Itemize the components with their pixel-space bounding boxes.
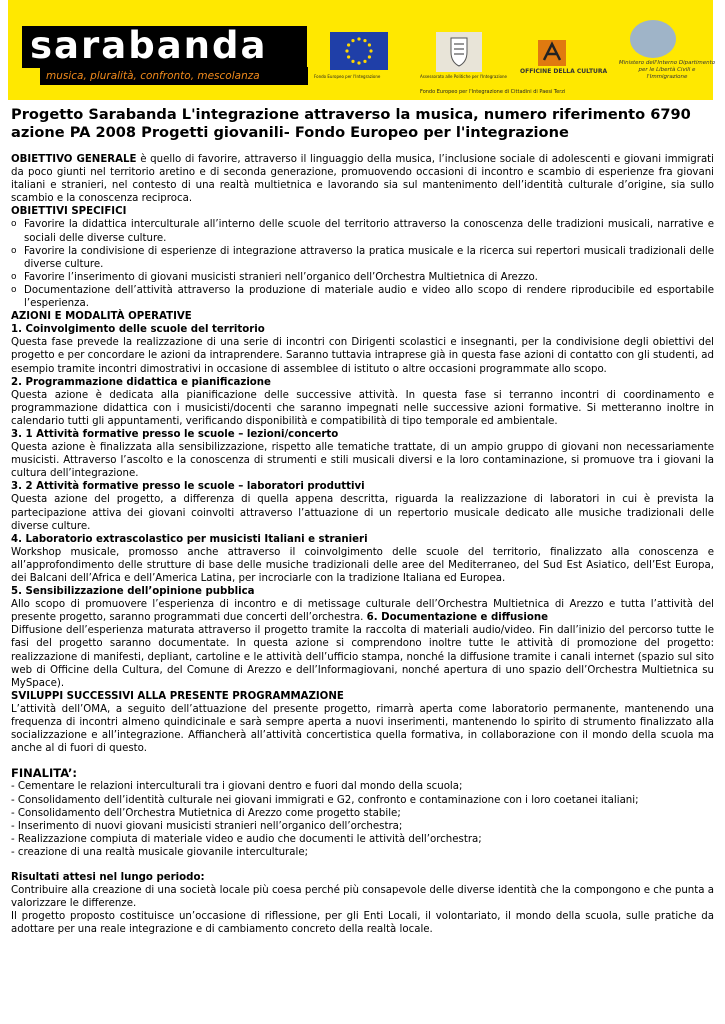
specifici-heading: OBIETTIVI SPECIFICI [11, 206, 127, 218]
obiettivo-generale [11, 153, 714, 205]
azione-4-text: Workshop musicale, promosso anche attraverso il coinvolgimento delle scuole del territorio, finalizzato alla conoscenza e all’approfondimento delle strutture di base delle musiche tradizionali delle aree del Mediterraneo, del Sud Est Asiatico, dell’Est Europa, dei Balcani dell’Africa e dell’America Latina, per incrociarle con la tradizione Italiana ed Europea. [11, 546, 714, 584]
finalita-item: - Consolidamento dell’Orchestra Mutietnica di Arezzo come progetto stabile; [11, 807, 401, 819]
header-banner [8, 0, 716, 100]
azione-5-6-paragraph [11, 598, 714, 624]
ministero-caption: Ministero dell'Interno Dipartimento per le Libertà Civili e l'Immigrazione [618, 60, 716, 80]
azione-1-text: Questa fase prevede la realizzazione di una serie di incontri con Dirigenti scolastici e insegnanti, per la condivisione degli obiettivi del progetto e per concordare le azioni da intraprendere. Saranno tuttavia intraprese già in questa fase azioni di contatto con gli studenti, ad esempio tramite incontri dimostrativi in occasione di assemblee di istituto o altre occasioni programmate allo scopo. [11, 337, 714, 375]
azione-3-1-text: Questa azione è finalizzata alla sensibilizzazione, rispetto alle tematiche trattate, di un ampio gruppo di giovani non necessariamente musicisti. Attraverso l’ascolto e la conoscenza di strumenti e stili musicali diversi e la loro contaminazione, si promuove tra i giovani la cultura dell’integrazione. [11, 442, 714, 480]
list-item: o Documentazione dell’attività attraverso la produzione di materiale audio e video allo scopo di rendere riproducibile ed esportabile l’esperienza. [11, 284, 714, 310]
azione-3-1-heading: 3. 1 Attività formative presso le scuole – lezioni/concerto [11, 428, 339, 440]
sviluppi-text: L’attività dell’OMA, a seguito dell’attuazione del presente progetto, rimarrà aperta come laboratorio permanente, mantenendo una frequenza di incontri almeno quindicinale e sarà sempre aperta a nuovi inserimenti, mantenendo lo spirito di strumento finalizzato alla socializzazione e all’integrazione. Affiancherà all’attività concertistica quella formativa, in collaborazione con il mondo della scuola ma anche al di fuori di questo. [11, 703, 714, 755]
finalita-item: - creazione di una realtà musicale giovanile interculturale; [11, 846, 309, 858]
risultati-text-1: Contribuire alla creazione di una società locale più coesa perché più consapevole delle diverse identità che la compongono e che punta a valorizzare le differenze. [11, 885, 714, 910]
azione-6-heading: 6. Documentazione e diffusione [366, 612, 548, 624]
document-title: Progetto Sarabanda L'integrazione attraverso la musica, numero riferimento 6790 azione PA 2008 Progetti giovanili- Fondo Europeo per l'integrazione [11, 106, 691, 141]
sarabanda-logo-text: sarabanda [30, 24, 268, 67]
eu-flag-logo [330, 32, 388, 70]
azione-5-text: Allo scopo di promuovere l’esperienza di incontro e di metissage culturale dell’Orchestra Multietnica di Arezzo e tutta l’attività del presente progetto, saranno programmati due concerti dell’orchestra. [11, 599, 714, 624]
sviluppi-heading: SVILUPPI SUCCESSIVI ALLA PRESENTE PROGRAMMAZIONE [11, 690, 344, 702]
sarabanda-logo-tagline: musica, pluralità, confronto, mescolanza [40, 67, 308, 85]
risultati-heading: Risultati attesi nel lungo periodo: [11, 871, 205, 883]
azione-4-heading: 4. Laboratorio extrascolastico per musicisti Italiani e stranieri [11, 533, 368, 545]
obiettivo-text: è quello di favorire, attraverso il linguaggio della musica, l’inclusione sociale di adolescenti e giovani immigrati da poco giunti nel territorio aretino e di seconda generazione, promuovendo occasioni di incontro e scambio di esperienze fra giovani italiani e stranieri, nel contesto di una realtà multietnica e lavorando sia sul mantenimento dell’identità culturale d’origine, sia sullo scambio e la conoscenza reciproca. [11, 154, 715, 205]
risultati-text-2: Il progetto proposto costituisce un’occasione di riflessione, per gli Enti Locali, il volontariato, il mondo della scuola, sulle pratiche da adottare per una reale integrazione e di cambiamento concreto della realtà locale. [11, 911, 714, 936]
fondo-europeo-caption: Fondo Europeo per l'Integrazione di Cittadini di Paesi Terzi [420, 89, 566, 95]
finalita-heading: FINALITA’: [11, 766, 78, 781]
azioni-heading: AZIONI E MODALITÀ OPERATIVE [11, 311, 192, 323]
specifici-list [11, 218, 714, 310]
list-item: o Favorire la condivisione di esperienze di integrazione attraverso la pratica musicale e la ricerca sui repertori musicali tradizionali delle diverse culture. [11, 245, 714, 271]
officine-cultura-logo [538, 40, 566, 66]
azione-2-text: Questa azione è dedicata alla pianificazione delle successive attività. In questa fase si terranno incontri di coordinamento e programmazione didattica con i musicisti/docenti che saranno impegnati nelle successive azioni formative. Si metteranno inoltre in calendario tutti gli appuntamenti, verificando disponibilità e compatibilità di tipo temporale ed ambientale. [11, 389, 714, 427]
document-body [11, 106, 714, 936]
provincia-arezzo-logo [436, 32, 482, 72]
list-item: o Favorire la didattica interculturale all’interno delle scuole del territorio attraverso la conoscenza delle tradizioni musicali, narrative e sociali delle diverse culture. [11, 218, 714, 244]
obiettivo-label: OBIETTIVO GENERALE [11, 154, 137, 165]
finalita-item: - Inserimento di nuovi giovani musicisti stranieri nell’organico dell’orchestra; [11, 820, 403, 832]
azione-3-2-text: Questa azione del progetto, a differenza di quella appena descritta, riguarda la realizzazione di laboratori in cui è prevista la partecipazione attiva dei giovani coinvolti attraverso l’attuazione di un repertorio musicale dedicato alle musiche tradizionali delle diverse culture. [11, 494, 714, 532]
finalita-item: - Realizzazione compiuta di materiale video e audio che documenti le attività dell’orchestra; [11, 833, 482, 845]
officine-cultura-caption: OFFICINE DELLA CULTURA [520, 68, 608, 75]
list-item: o Favorire l’inserimento di giovani musicisti stranieri nell’organico dell’Orchestra Multietnica di Arezzo. [11, 271, 714, 284]
provincia-caption: Assessorato alle Politiche per l'Integrazione [420, 74, 508, 79]
ministero-interno-logo [630, 20, 676, 58]
eu-caption: Fondo Europeo per l'Integrazione [314, 74, 381, 79]
azione-6-text: Diffusione dell’esperienza maturata attraverso il progetto tramite la raccolta di materiali audio/video. Fin dall’inizio del percorso tutte le fasi del progetto saranno documentate. In questa azione si comprendono inoltre tutte le attività di promozione del progetto: realizzazione di manifesti, depliant, cartoline e le attività dell’ufficio stampa, nonché la diffusione tramite i canali internet (spazio sul sito web di Officine della Cultura, del Comune di Arezzo e dell’Informagiovani, nonché apertura di uno spazio dell’Orchestra Multietnica su MySpace). [11, 625, 714, 689]
finalita-item: - Cementare le relazioni interculturali tra i giovani dentro e fuori dal mondo della scuola; [11, 781, 463, 793]
azione-3-2-heading: 3. 2 Attività formative presso le scuole – laboratori produttivi [11, 481, 365, 493]
azione-1-heading: 1. Coinvolgimento delle scuole del territorio [11, 324, 265, 336]
azione-5-heading: 5. Sensibilizzazione dell’opinione pubblica [11, 586, 255, 598]
finalita-item: - Consolidamento dell’identità culturale nei giovani immigrati e G2, confronto e contaminazione con i loro coetanei italiani; [11, 794, 639, 806]
azione-2-heading: 2. Programmazione didattica e pianificazione [11, 376, 271, 388]
